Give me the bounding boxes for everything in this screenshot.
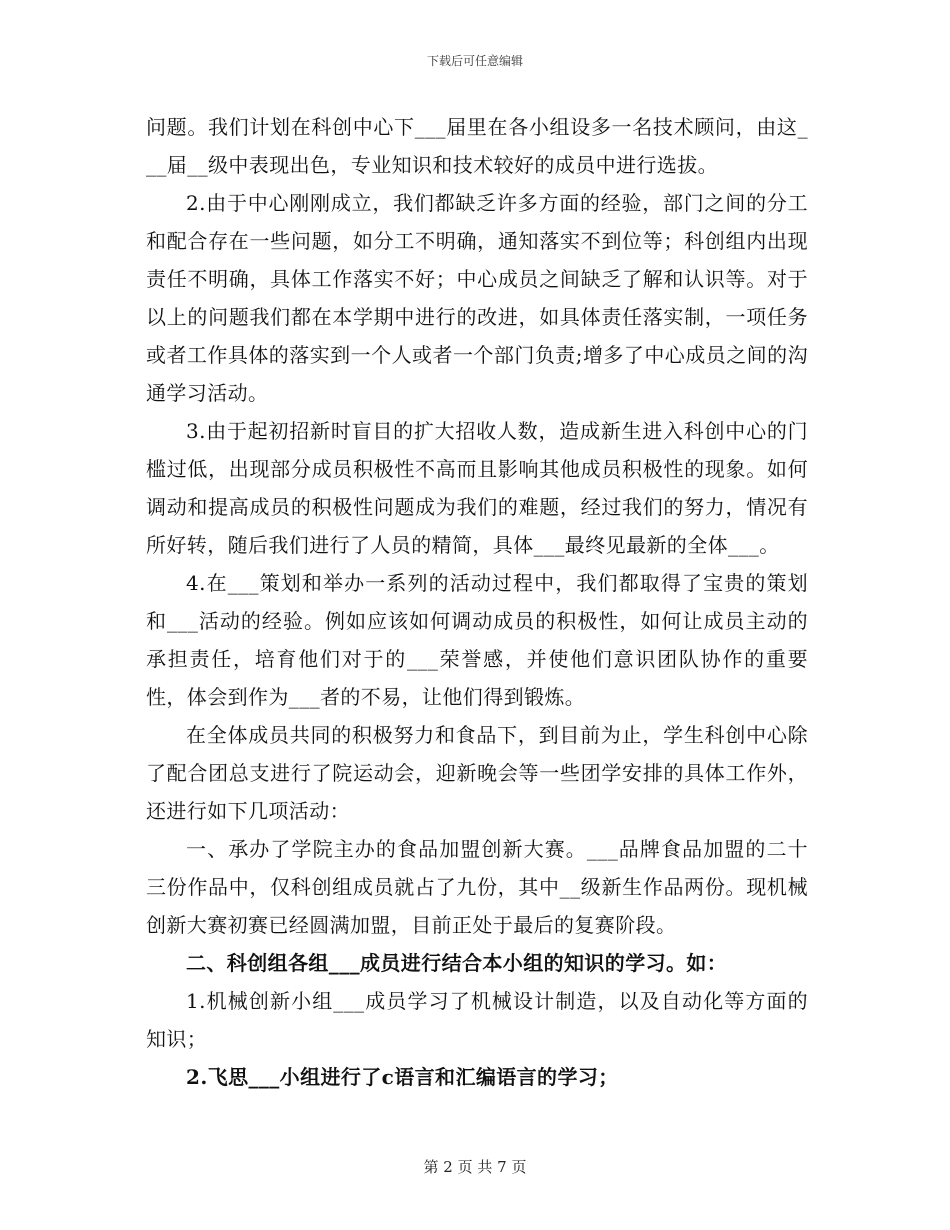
paragraph-summary: 在全体成员共同的积极努力和食品下，到目前为止，学生科创中心除了配合团总支进行了院运动会，迎新晚会等一些团学安排的具体工作外，还进行如下几项活动：	[146, 723, 808, 823]
page-number-footer: 第 2 页 共 7 页	[423, 1158, 527, 1176]
paragraph-study-item-1: 1.机械创新小组___成员学习了机械设计制造，以及自动化等方面的知识；	[146, 989, 808, 1051]
document-body	[146, 108, 808, 1096]
paragraph-activity-1: 一、承办了学院主办的食品加盟创新大赛。___品牌食品加盟的二十三份作品中，仅科创组成员就占了九份，其中__级新生作品两份。现机械创新大赛初赛已经圆满加盟，目前正处于最后的复赛阶段。	[146, 837, 808, 937]
paragraph-item-3: 3.由于起初招新时盲目的扩大招收人数，造成新生进入科创中心的门槛过低，出现部分成员积极性不高而且影响其他成员积极性的现象。如何调动和提高成员的积极性问题成为我们的难题，经过我们的努力，情况有所好转，随后我们进行了人员的精简，具体___最终见最新的全体___。	[146, 419, 808, 557]
paragraph-study-item-2: 2.飞思___小组进行了c语言和汇编语言的学习；	[186, 1065, 619, 1089]
paragraph-activity-2-heading: 二、科创组各组___成员进行结合本小组的知识的学习。如：	[186, 951, 728, 975]
paragraph-item-4: 4.在___策划和举办一系列的活动过程中，我们都取得了宝贵的策划和___活动的经验。例如应该如何调动成员的积极性，如何让成员主动的承担责任，培育他们对于的___荣誉感，并使他们意识团队协作的重要性，体会到作为___者的不易，让他们得到锻炼。	[146, 571, 808, 709]
paragraph-intro-continuation: 问题。我们计划在科创中心下___届里在各小组设多一名技术顾问，由这___届__级中表现出色，专业知识和技术较好的成员中进行选拔。	[146, 115, 808, 177]
paragraph-item-2: 2.由于中心刚刚成立，我们都缺乏许多方面的经验，部门之间的分工和配合存在一些问题，如分工不明确，通知落实不到位等；科创组内出现责任不明确，具体工作落实不好；中心成员之间缺乏了解和认识等。对于以上的问题我们都在本学期中进行的改进，如具体责任落实制，一项任务或者工作具体的落实到一个人或者一个部门负责;增多了中心成员之间的沟通学习活动。	[146, 191, 808, 405]
page-header: 下载后可任意编辑	[426, 54, 523, 68]
